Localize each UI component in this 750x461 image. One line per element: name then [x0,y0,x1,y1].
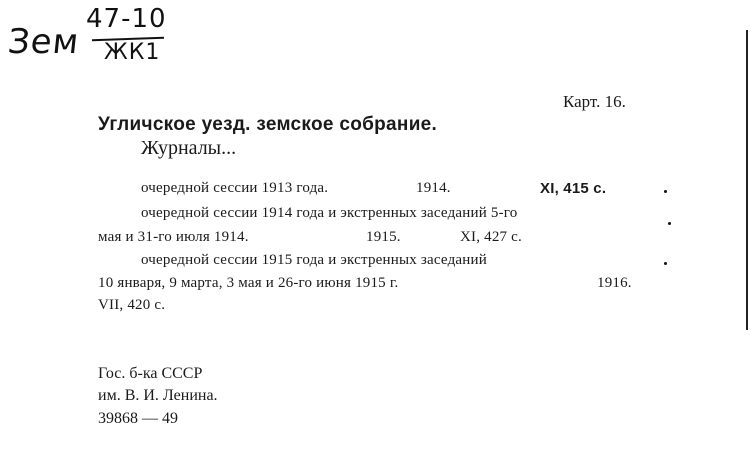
library-named-after: им. В. И. Ленина. [98,387,218,404]
entry-2-line-1: очередной сессии 1914 года и экстренных заседаний 5-го [141,205,518,221]
handwritten-number: 47-10 [86,4,167,34]
handwritten-code: ЖК1 [104,40,161,65]
margin-dot [664,190,667,193]
entry-1-volume: XI, 415 с. [540,180,607,197]
card-number: Карт. 16. [563,92,626,111]
handwritten-prefix: Зем [5,22,82,62]
entry-3-volume: VII, 420 с. [98,297,166,313]
entry-2-line-2: мая и 31-го июля 1914. [98,229,249,245]
entry-3-year: 1916. [597,275,632,291]
card-title: Угличское уезд. земское собрание. [98,114,438,135]
entry-1-year: 1914. [416,180,451,196]
entry-3-line-2: 10 января, 9 марта, 3 мая и 26-го июня 1915 г. [98,275,399,291]
card-edge [746,30,748,330]
margin-dot [668,222,671,225]
margin-dot [664,262,667,265]
library-name: Гос. б-ка СССР [98,365,203,382]
entry-3-line-1: очередной сессии 1915 года и экстренных заседаний [141,252,487,268]
card-subtitle: Журналы... [141,137,237,159]
inventory-number: 39868 — 49 [98,410,178,427]
entry-1-text: очередной сессии 1913 года. [141,180,329,196]
entry-2-year: 1915. [366,229,401,245]
entry-2-volume: XI, 427 с. [460,229,522,245]
